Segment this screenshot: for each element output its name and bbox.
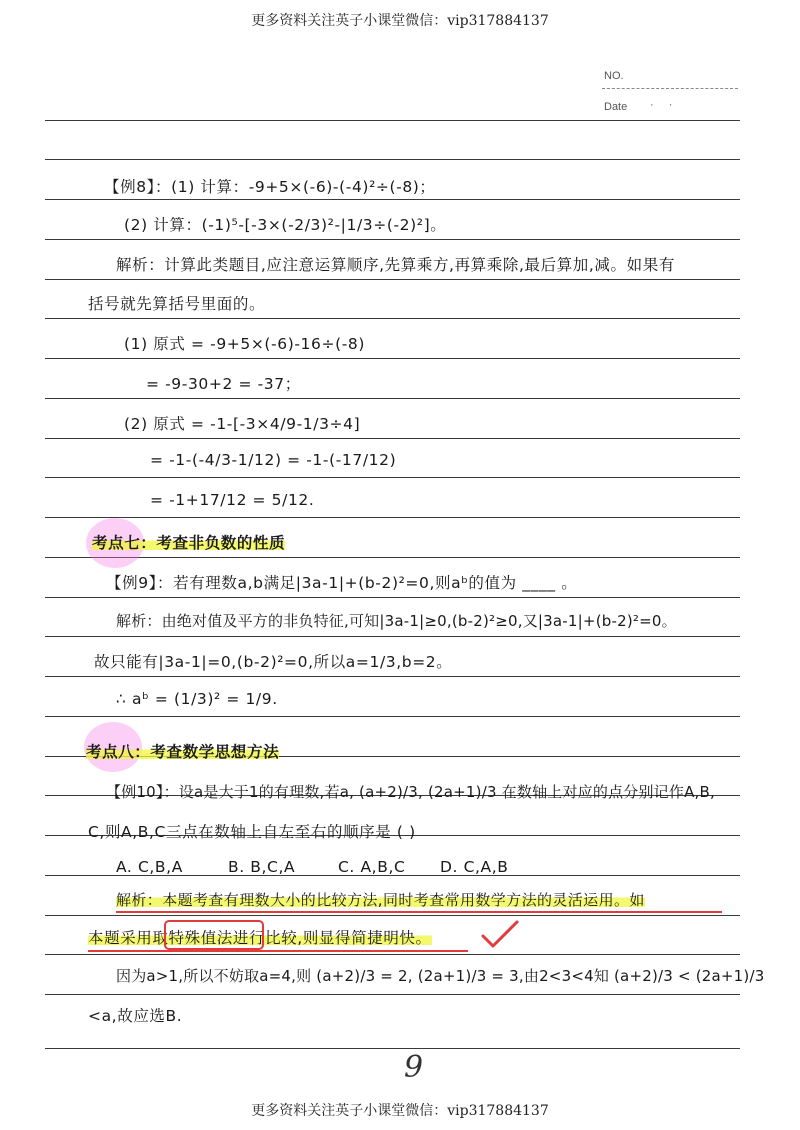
ruled-line — [45, 159, 740, 160]
red-box-special-value — [164, 920, 264, 950]
ruled-line — [45, 557, 740, 558]
red-check-mark — [480, 918, 520, 950]
ex8-solution-1: (1) 原式 = -9+5×(-6)-16÷(-8) — [124, 335, 366, 353]
ex10-question-1: 【例10】：设a是大于1的有理数,若a, (a+2)/3, (2a+1)/3 在数轴上对应的点分别记作A,B, — [106, 783, 715, 801]
no-label: NO. — [604, 70, 624, 82]
ex8-analysis-1: 解析：计算此类题目,应注意运算顺序,先算乘方,再算乘除,最后算加,减。如果有 — [116, 256, 675, 274]
ex8-question-2: (2) 计算：(-1)⁵-[-3×(-2/3)²-|1/3÷(-2)²]。 — [124, 216, 447, 234]
ruled-line — [45, 517, 740, 518]
ex10-question-2: C,则A,B,C三点在数轴上自左至右的顺序是 ( ) — [88, 823, 416, 841]
ruled-line — [45, 676, 740, 677]
ruled-line — [45, 954, 740, 955]
ruled-line — [45, 477, 740, 478]
ex10-analysis-3: 因为a>1,所以不妨取a=4,则 (a+2)/3 = 2, (2a+1)/3 = 3,由2<3<4知 (a+2)/3 < (2a+1)/3 — [116, 967, 765, 985]
ex10-option-c: C. A,B,C — [338, 858, 406, 876]
ruled-line — [45, 358, 740, 359]
ruled-line — [45, 597, 740, 598]
ruled-line — [45, 716, 740, 717]
ruled-line — [45, 120, 740, 121]
red-underline — [116, 911, 722, 913]
key-point-7-title — [92, 531, 285, 553]
ruled-line — [45, 199, 740, 200]
ex10-analysis-4: <a,故应选B. — [88, 1007, 183, 1025]
ruled-line — [45, 915, 740, 916]
watermark-top: 更多资料关注英子小课堂微信：vip317884137 — [251, 13, 549, 29]
ex9-analysis-3: ∴ aᵇ = (1/3)² = 1/9. — [116, 690, 278, 708]
ex10-analysis-1 — [116, 889, 645, 910]
key-point-7-highlight: 考点七：考查非负数的性质 — [92, 534, 286, 552]
ex8-solution-5: = -1+17/12 = 5/12. — [150, 491, 315, 509]
ex9-question: 【例9】：若有理数a,b满足|3a-1|+(b-2)²=0,则aᵇ的值为 ____ 。 — [106, 574, 578, 592]
red-underline — [88, 950, 468, 952]
date-dots: · · — [650, 99, 679, 111]
key-point-8-highlight: 考点八：考查数学思想方法 — [86, 743, 280, 761]
watermark-bottom: 更多资料关注英子小课堂微信：vip317884137 — [251, 1103, 549, 1119]
ruled-line — [45, 279, 740, 280]
ex8-question-1: 【例8】：(1) 计算：-9+5×(-6)-(-4)²÷(-8)； — [104, 178, 436, 196]
no-dashed-line — [602, 88, 738, 89]
ex10-option-d: D. C,A,B — [440, 858, 509, 876]
ex8-solution-4: = -1-(-4/3-1/12) = -1-(-17/12) — [150, 451, 397, 469]
ruled-line — [45, 318, 740, 319]
ex9-analysis-1: 解析：由绝对值及平方的非负特征,可知|3a-1|≥0,(b-2)²≥0,又|3a-1|+(b-2)²=0。 — [116, 612, 677, 630]
key-point-8-title — [86, 740, 279, 762]
ex10-option-b: B. B,C,A — [228, 858, 296, 876]
ruled-line — [45, 994, 740, 995]
ruled-line — [45, 239, 740, 240]
ruled-line — [45, 398, 740, 399]
ex10-analysis-2-text: 本题采用取特殊值法进行比较,则显得简捷明快。 — [88, 929, 432, 947]
ex10-option-a: A. C,B,A — [116, 858, 183, 876]
ex8-analysis-2: 括号就先算括号里面的。 — [88, 295, 266, 313]
ex8-solution-2: = -9-30+2 = -37； — [146, 375, 301, 393]
date-label: Date — [604, 101, 628, 113]
page-number: 9 — [404, 1050, 424, 1085]
ruled-line — [45, 438, 740, 439]
ruled-line — [45, 1048, 740, 1049]
ex10-analysis-1-text: 解析：本题考查有理数大小的比较方法,同时考查常用数学方法的灵活运用。如 — [116, 891, 645, 909]
ex9-analysis-2: 故只能有|3a-1|=0,(b-2)²=0,所以a=1/3,b=2。 — [94, 653, 453, 671]
ruled-line — [45, 636, 740, 637]
ex8-solution-3: (2) 原式 = -1-[-3×4/9-1/3÷4] — [124, 415, 361, 433]
